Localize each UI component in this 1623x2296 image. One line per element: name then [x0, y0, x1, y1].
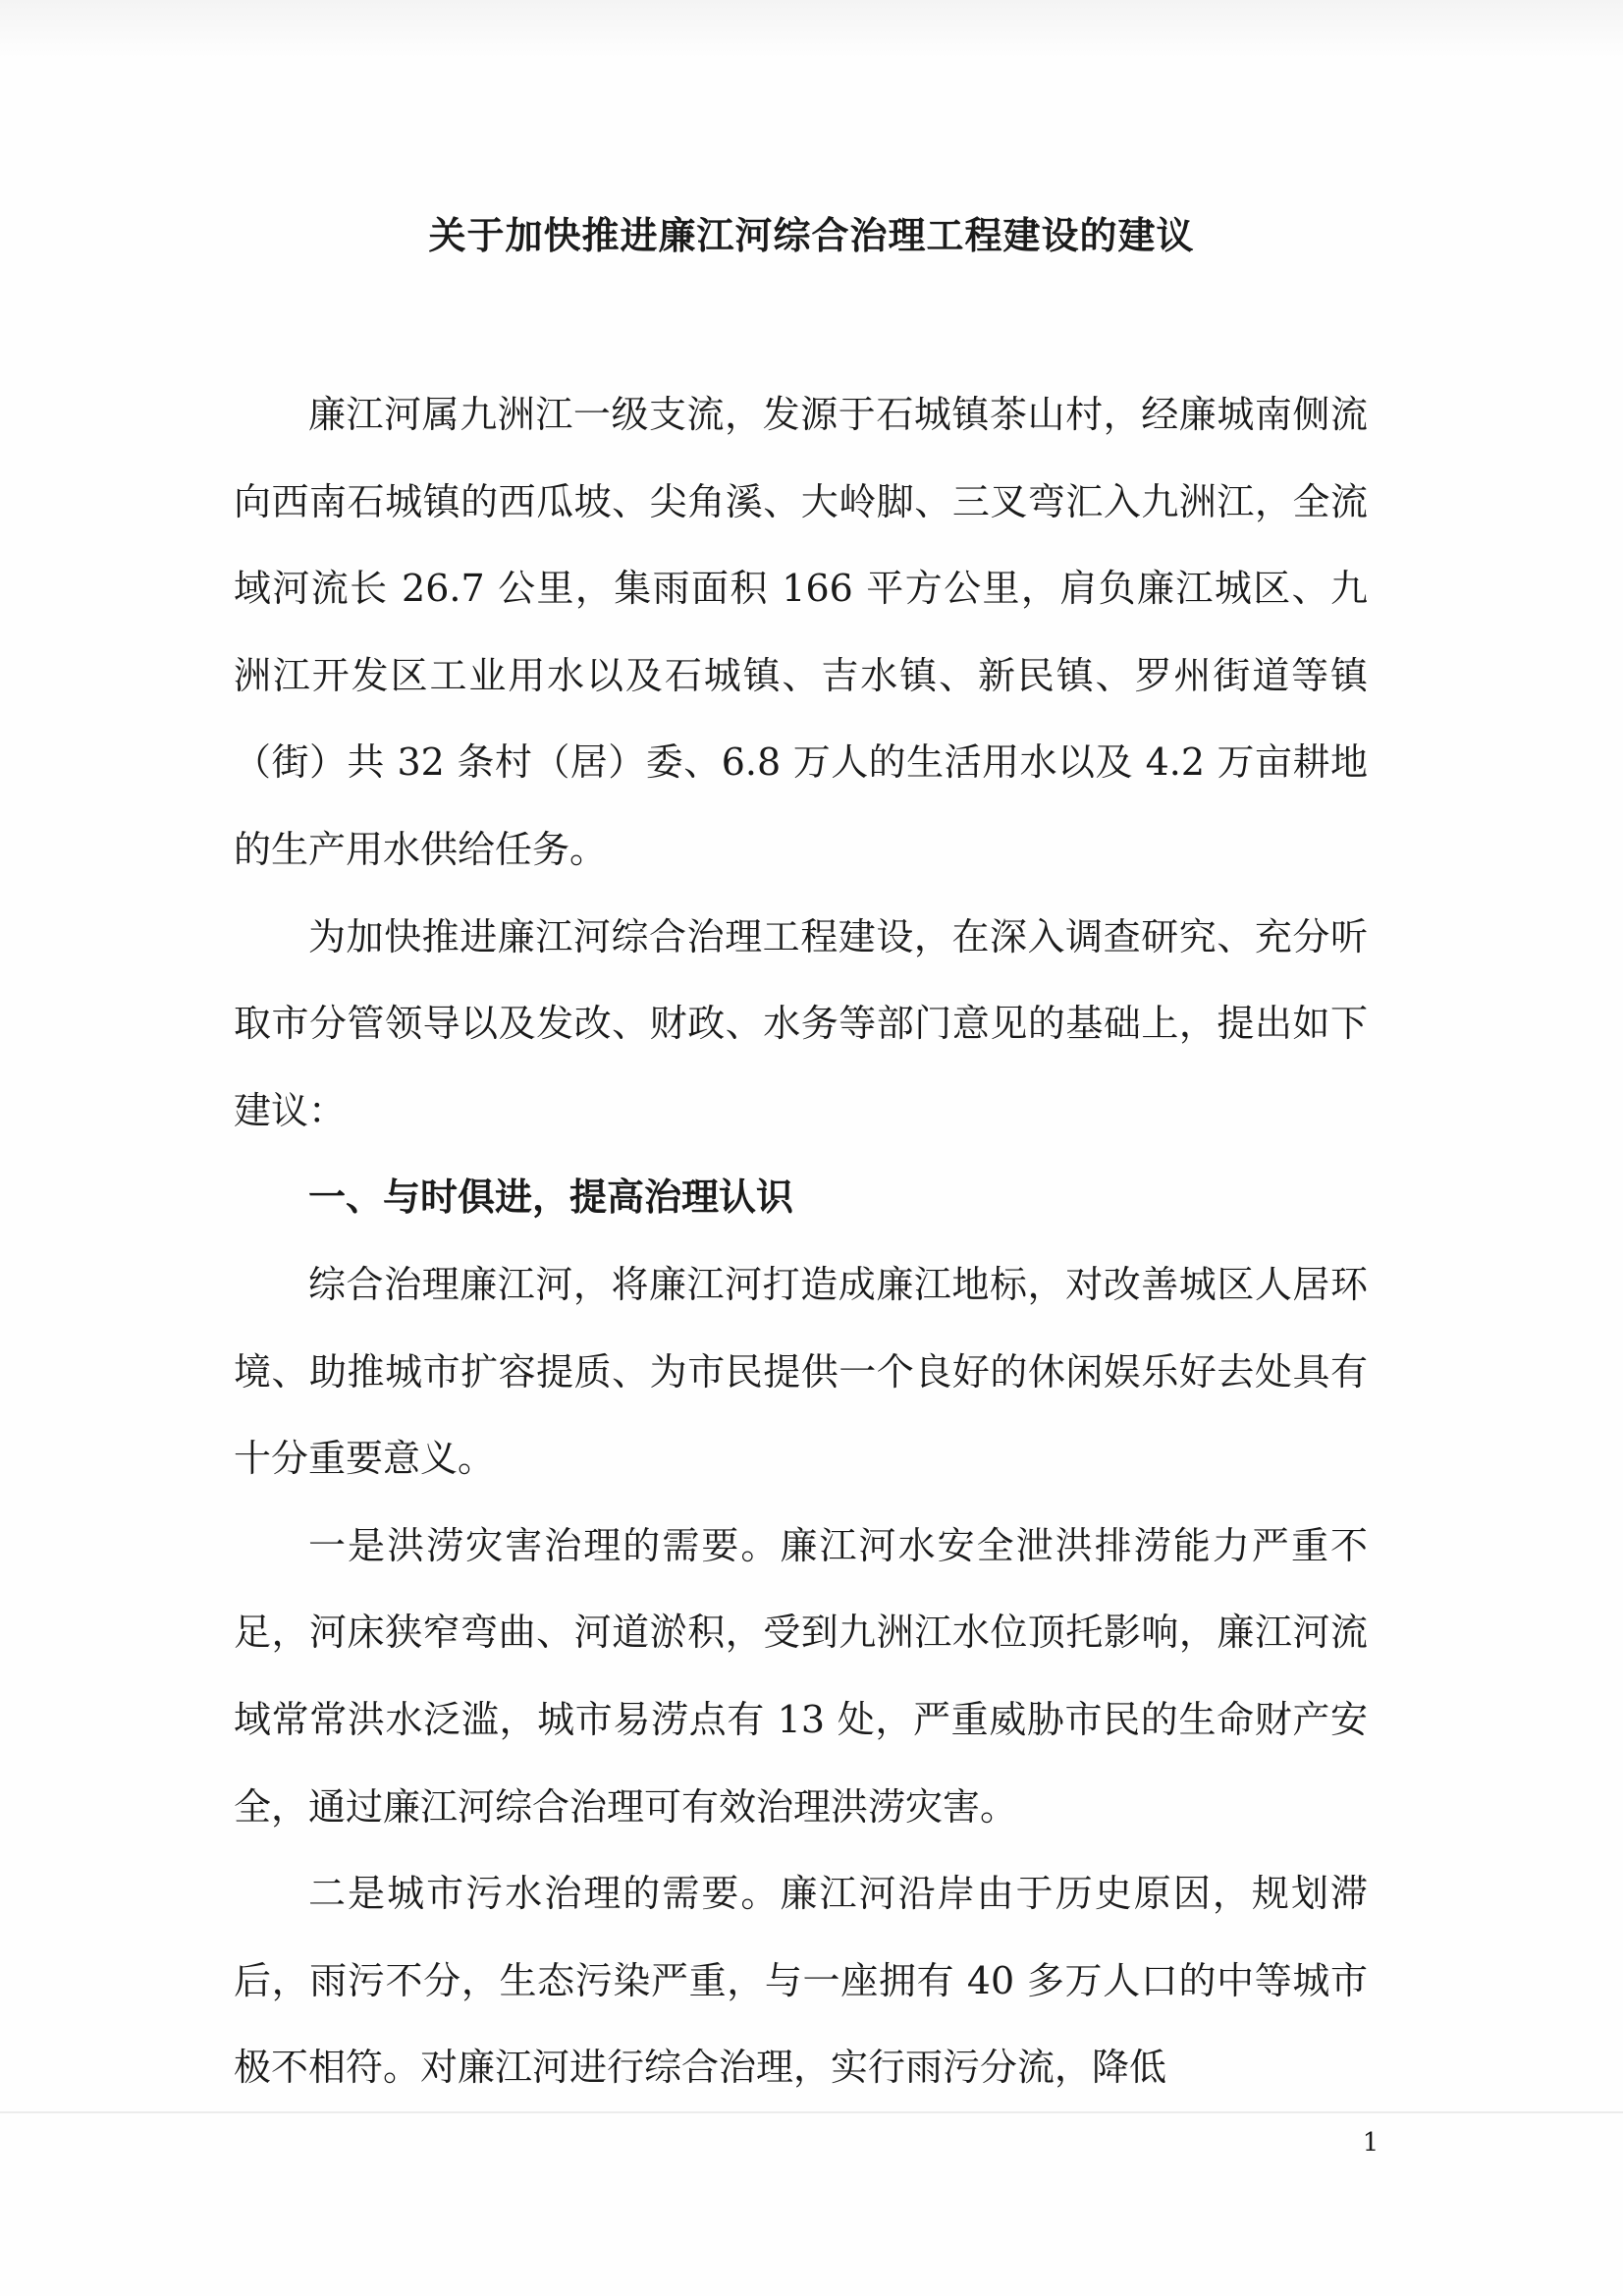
- paragraph-significance: 综合治理廉江河，将廉江河打造成廉江地标，对改善城区人居环境、助推城市扩容提质、为市民提供一个良好的休闲娱乐好去处具有十分重要意义。: [234, 1262, 1368, 1481]
- paragraph-sewage-treatment: 二是城市污水治理的需要。廉江河沿岸由于历史原因，规划滞后，雨污不分，生态污染严重，与一座拥有 40 多万人口的中等城市极不相符。对廉江河进行综合治理，实行雨污分流，降低: [234, 1872, 1368, 2090]
- document-title: 关于加快推进廉江河综合治理工程建设的建议: [428, 213, 1195, 257]
- scan-divider-bottom: [0, 2111, 1623, 2113]
- paragraph-proposal-intro: 为加快推进廉江河综合治理工程建设，在深入调查研究、充分听取市分管领导以及发改、财政、水务等部门意见的基础上，提出如下建议：: [234, 914, 1368, 1132]
- section-heading-one: 一、与时俱进，提高治理认识: [308, 1175, 794, 1220]
- document-body: [234, 371, 1368, 2111]
- scan-shadow-top: [0, 0, 1623, 59]
- paragraph-river-overview: 廉江河属九洲江一级支流，发源于石城镇茶山村，经廉城南侧流向西南石城镇的西瓜坡、尖角溪、大岭脚、三叉弯汇入九洲江，全流域河流长 26.7 公里，集雨面积 166 平方公里，肩负廉江城区、九洲江开发区工业用水以及石城镇、吉水镇、新民镇、罗州街道等镇（街）共 32 条村（居）委、6.8 万人的生活用水以及 4.2 万亩耕地的生产用水供给任务。: [234, 393, 1368, 871]
- paragraph-flood-control: 一是洪涝灾害治理的需要。廉江河水安全泄洪排涝能力严重不足，河床狭窄弯曲、河道淤积，受到九洲江水位顶托影响，廉江河流域常常洪水泛滥，城市易涝点有 13 处，严重威胁市民的生命财产安全，通过廉江河综合治理可有效治理洪涝灾害。: [234, 1523, 1368, 1829]
- page-number: 1: [1362, 2128, 1380, 2158]
